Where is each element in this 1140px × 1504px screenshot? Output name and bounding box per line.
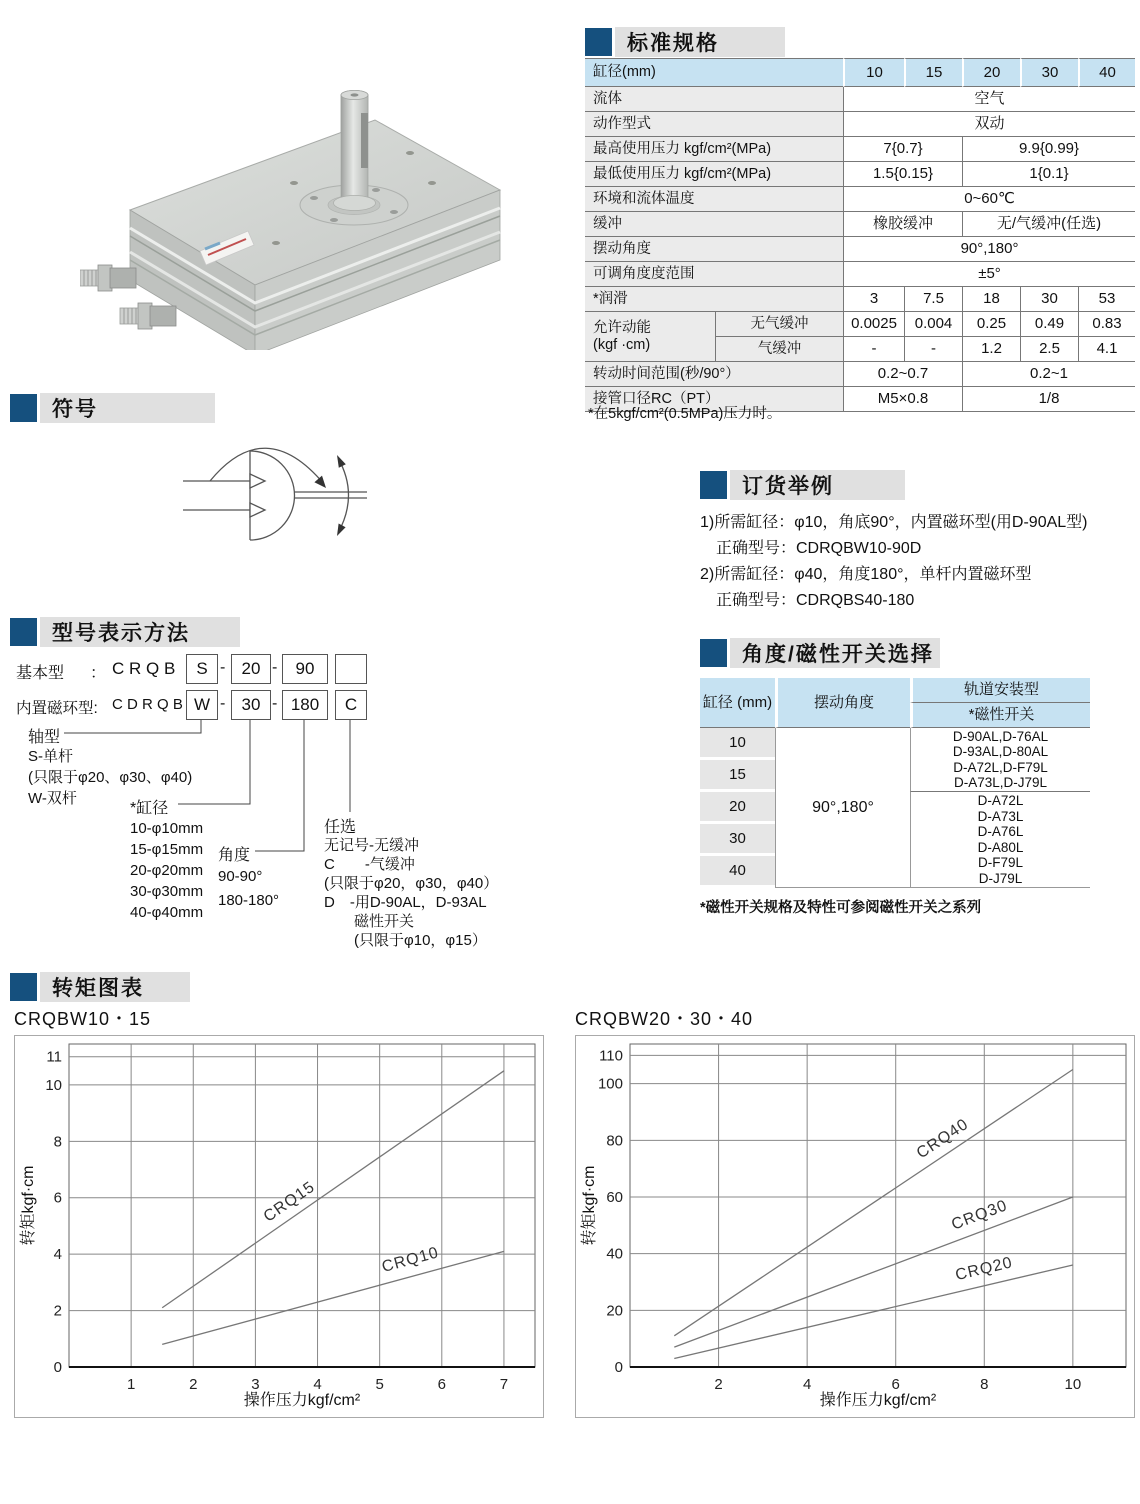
svg-text:6: 6 — [53, 1189, 62, 1207]
angle-switch-table — [700, 678, 1090, 888]
table-row: 动作型式 双动 — [585, 112, 1135, 137]
svg-text:40: 40 — [606, 1245, 623, 1263]
chart1-subtitle: CRQBW10・15 — [14, 1009, 152, 1029]
torque-chart-crqbw10-15 — [14, 1035, 544, 1418]
bore-40: 40 — [1078, 58, 1135, 87]
bore-group-title: *缸径 — [130, 800, 169, 817]
port-fitting-icon — [120, 303, 176, 329]
table-row — [585, 58, 1135, 87]
table-row: 缓冲 橡胶缓冲 无/气缓冲(任选) — [585, 212, 1135, 237]
code-box-angle-basic: 90 — [282, 654, 328, 684]
svg-text:操作压力kgf/cm²: 操作压力kgf/cm² — [243, 1392, 361, 1409]
svg-text:3: 3 — [251, 1376, 260, 1393]
table-row: 最高使用压力 kgf/cm²(MPa) 7{0.7} 9.9{0.99} — [585, 137, 1135, 162]
magnet-prefix: C D R Q B — [112, 696, 183, 713]
product-photo — [80, 55, 540, 350]
bore-20: 20 — [962, 58, 1020, 87]
svg-text:80: 80 — [606, 1132, 623, 1150]
svg-text:4: 4 — [53, 1246, 62, 1264]
ordering-line: 1)所需缸径：φ10，角底90°，内置磁环型(用D-90AL型) — [700, 514, 1088, 531]
table-row: 40 — [700, 856, 1090, 888]
title-square-icon — [585, 28, 612, 56]
section-title-spec — [585, 27, 785, 57]
svg-text:2: 2 — [53, 1302, 62, 1320]
dash: - — [272, 659, 278, 676]
shaft-group-title: 轴型 — [28, 729, 61, 746]
bore-30: 30 — [1020, 58, 1078, 87]
port-fitting-icon — [80, 265, 136, 291]
code-box-angle-magnet: 180 — [282, 690, 328, 720]
svg-text:11: 11 — [46, 1048, 62, 1066]
table-row: 10 90°,180° D-90AL,D-76AL D-93AL,D-80AL D-A72L,D-F79L D-A73L,D-J79L — [700, 728, 1090, 760]
ordering-line: 正确型号：CDRQBS40-180 — [716, 592, 915, 609]
switch-list-small: D-90AL,D-76AL D-93AL,D-80AL D-A72L,D-F79L D-A73L,D-J79L — [910, 728, 1090, 792]
svg-text:6: 6 — [891, 1376, 900, 1393]
svg-text:CRQ15: CRQ15 — [260, 1178, 319, 1226]
table-row: 可调角度度范围 ±5° — [585, 262, 1135, 287]
section-title-text: 角度/磁性开关选择 — [730, 638, 940, 668]
basic-type-label: 基本型 — [16, 665, 65, 682]
svg-text:操作压力kgf/cm²: 操作压力kgf/cm² — [819, 1392, 937, 1409]
pneumatic-symbol — [175, 428, 435, 583]
section-title-torque — [10, 972, 190, 1002]
option-group-title: 任选 — [324, 819, 357, 836]
spec-table — [585, 58, 1135, 412]
code-box-bore-magnet: 30 — [231, 690, 271, 720]
rotary-actuator-symbol-icon — [175, 428, 435, 583]
section-title-text: 符号 — [40, 393, 215, 423]
title-square-icon — [700, 639, 727, 667]
torque-chart1-canvas — [15, 1036, 543, 1417]
dash: - — [220, 659, 226, 676]
svg-text:110: 110 — [599, 1047, 623, 1065]
torque-chart-crqbw20-30-40 — [575, 1035, 1135, 1418]
svg-text:100: 100 — [597, 1075, 623, 1093]
svg-text:4: 4 — [313, 1376, 322, 1393]
section-title-text: 标准规格 — [615, 27, 785, 57]
title-square-icon — [10, 618, 37, 646]
table-row: 20 D-A72L D-A73L D-A76L D-A80L D-F79L D-J79L — [700, 792, 1090, 824]
section-title-angle-switch — [700, 638, 940, 668]
bore-15: 15 — [904, 58, 962, 87]
option-group-list: 无记号-无缓冲 C -气缓冲 (只限于φ20，φ30，φ40） D -用D-90AL，D-93AL 磁性开关 (只限于φ10，φ15） — [324, 837, 499, 949]
table-row: 30 — [700, 824, 1090, 856]
svg-text:8: 8 — [53, 1133, 62, 1151]
magnet-type-label: 内置磁环型: — [16, 700, 98, 717]
table-row: *润滑 3 7.5 18 30 53 — [585, 287, 1135, 312]
svg-text:5: 5 — [375, 1376, 384, 1393]
svg-text:0: 0 — [53, 1359, 62, 1376]
basic-prefix: C R Q B — [112, 659, 176, 678]
code-box-shaft-magnet: W — [186, 690, 218, 720]
svg-text:2: 2 — [714, 1376, 723, 1393]
svg-text:CRQ20: CRQ20 — [953, 1254, 1015, 1285]
table-row: 最低使用压力 kgf/cm²(MPa) 1.5{0.15} 1{0.1} — [585, 162, 1135, 187]
section-title-ordering — [700, 470, 905, 500]
svg-text:2: 2 — [189, 1376, 198, 1393]
code-box-bore-basic: 20 — [231, 654, 271, 684]
table-row: 15 — [700, 760, 1090, 792]
dash: - — [272, 695, 278, 712]
svg-text:4: 4 — [802, 1376, 812, 1393]
bore-10: 10 — [843, 58, 904, 87]
title-square-icon — [700, 471, 727, 499]
svg-text:7: 7 — [499, 1376, 509, 1393]
svg-text:60: 60 — [606, 1189, 623, 1206]
switch-header: *磁性开关 — [910, 703, 1090, 728]
angle-switch-footnote: *磁性开关规格及特性可参阅磁性开关之系列 — [700, 900, 982, 916]
ordering-line: 正确型号：CDRQBW10-90D — [716, 540, 922, 557]
swing-angle-value: 90°,180° — [775, 728, 910, 888]
code-box-option-magnet: C — [335, 690, 367, 720]
rail-header: 轨道安装型 — [910, 678, 1090, 703]
angle-header: 摆动角度 — [775, 678, 910, 728]
svg-text:CRQ40: CRQ40 — [913, 1115, 972, 1163]
section-title-text: 转矩图表 — [40, 972, 190, 1002]
svg-text:CRQ30: CRQ30 — [949, 1197, 1010, 1234]
svg-text:转矩kgf·cm: 转矩kgf·cm — [20, 1165, 37, 1246]
dash: - — [220, 695, 226, 712]
section-title-text: 订货举例 — [730, 470, 905, 500]
rotary-actuator-illustration — [80, 55, 540, 350]
chart2-subtitle: CRQBW20・30・40 — [575, 1009, 754, 1029]
svg-text:10: 10 — [45, 1076, 62, 1094]
svg-text:0: 0 — [614, 1359, 623, 1376]
kinetic-energy-label: 允许动能 (kgf ·cm) — [585, 312, 715, 362]
section-title-symbol — [10, 393, 215, 423]
svg-text:10: 10 — [1064, 1376, 1082, 1393]
ordering-examples — [700, 510, 1140, 614]
svg-text:1: 1 — [126, 1376, 136, 1393]
title-square-icon — [10, 394, 37, 422]
section-title-text: 型号表示方法 — [40, 617, 240, 647]
angle-group-title: 角度 — [218, 847, 251, 864]
torque-chart2-canvas — [576, 1036, 1134, 1417]
ordering-line: 2)所需缸径：φ40，角度180°，单杆内置磁环型 — [700, 566, 1032, 583]
bore-header: 缸径 (mm) — [700, 678, 775, 728]
table-row: 环境和流体温度 0~60℃ — [585, 187, 1135, 212]
spec-header-label: 缸径(mm) — [585, 58, 843, 87]
svg-text:转矩kgf·cm: 转矩kgf·cm — [581, 1165, 598, 1246]
table-row: 气缓冲 - - 1.2 2.5 4.1 — [585, 337, 1135, 362]
model-designation-diagram — [10, 652, 680, 967]
svg-text:6: 6 — [437, 1376, 446, 1393]
svg-text:CRQ10: CRQ10 — [380, 1244, 441, 1277]
shaft-group-list: S-单杆 (只限于φ20、φ30、φ40) W-双杆 — [28, 748, 193, 807]
table-row: 流体 空气 — [585, 87, 1135, 112]
svg-text:8: 8 — [980, 1376, 989, 1393]
code-box-shaft-basic: S — [186, 654, 218, 684]
title-square-icon — [10, 973, 37, 1001]
code-box-option-basic — [335, 654, 367, 684]
angle-group-list: 90-90° 180-180° — [218, 868, 280, 909]
section-title-model — [10, 617, 240, 647]
table-row: 接管口径RC（PT） M5×0.8 1/8 — [585, 387, 1135, 412]
svg-text:20: 20 — [606, 1302, 623, 1320]
table-row: 摆动角度 90°,180° — [585, 237, 1135, 262]
colon: ： — [90, 665, 107, 682]
bore-group-list: 10-φ10mm 15-φ15mm 20-φ20mm 30-φ30mm 40-φ40mm — [130, 820, 204, 921]
switch-list-large: D-A72L D-A73L D-A76L D-A80L D-F79L D-J79L — [910, 792, 1090, 888]
spec-footnote: *在5kgf/cm²(0.5MPa)压力时。 — [588, 406, 782, 422]
table-row: 转动时间范围(秒/90°） 0.2~0.7 0.2~1 — [585, 362, 1135, 387]
table-row — [700, 678, 1090, 703]
table-row: 允许动能 (kgf ·cm) 无气缓冲 0.0025 0.004 0.25 0.49 0.83 — [585, 312, 1135, 337]
